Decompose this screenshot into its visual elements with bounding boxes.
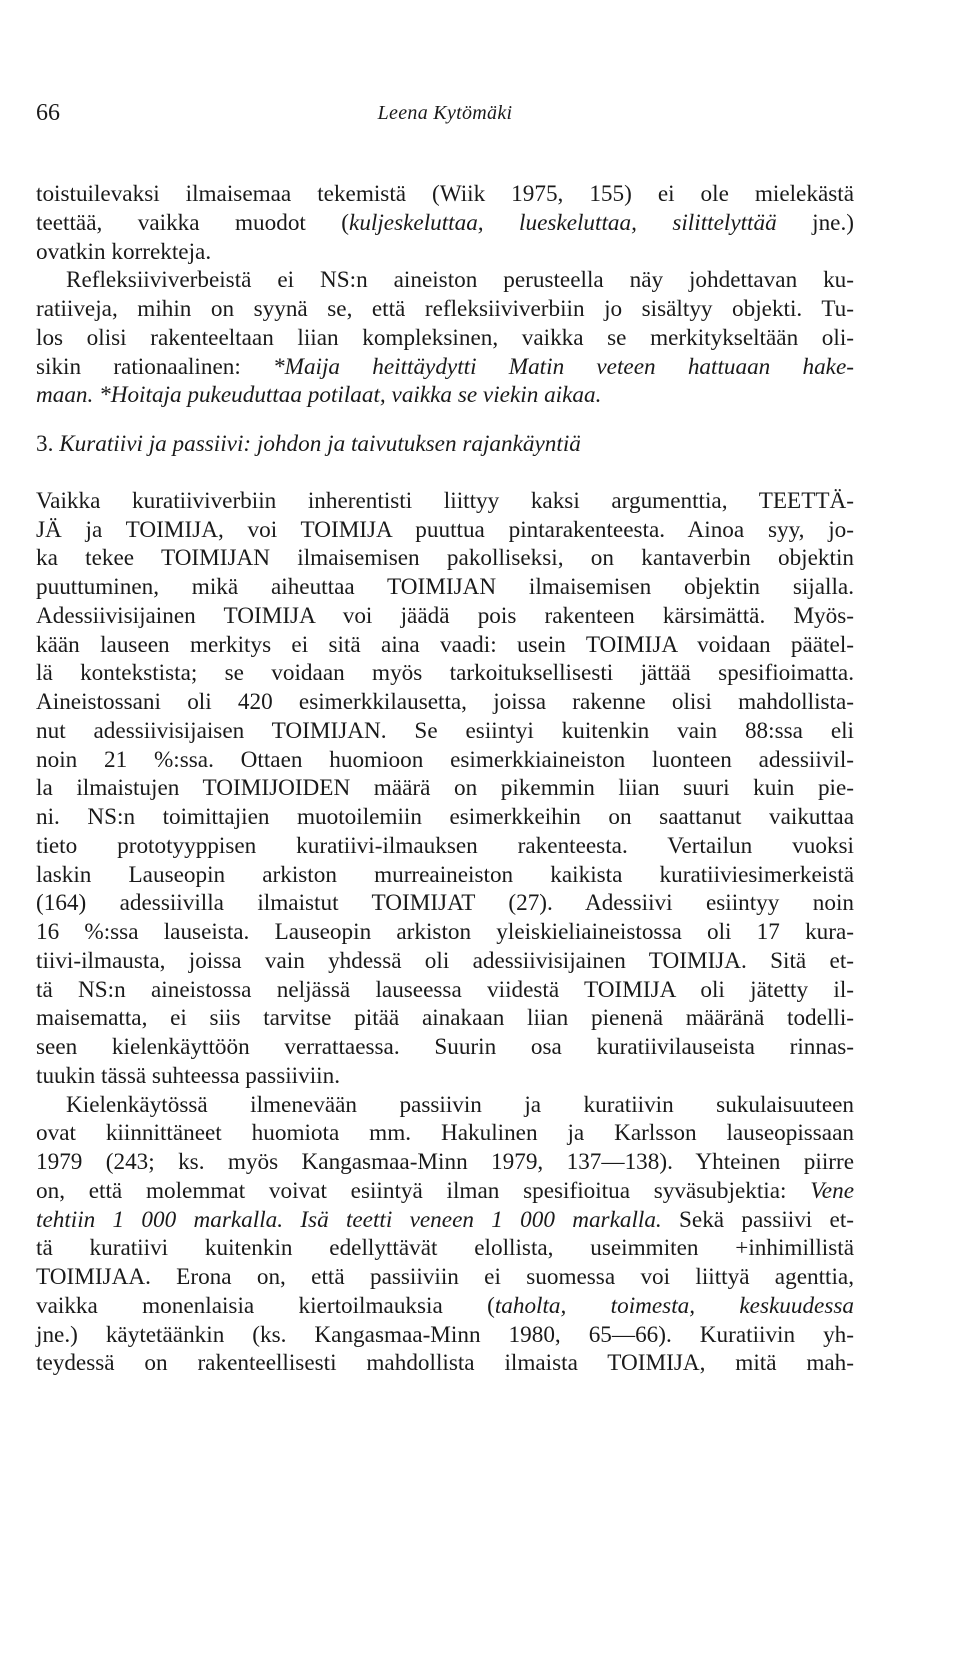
text-line: la ilmaistujen TOIMIJOIDEN määrä on pikemmin liian suuri kuin pie-	[36, 775, 854, 802]
section-number: 3.	[36, 431, 54, 457]
text-line: jne.) käytetäänkin (ks. Kangasmaa-Minn 1980, 65—66). Kuratiivin yh-	[36, 1321, 854, 1348]
text-line: JÄ ja TOIMIJA, voi TOIMIJA puuttua pintarakenteesta. Ainoa syy, jo-	[36, 516, 854, 543]
text-line: ka tekee TOIMIJAN ilmaisemisen pakolliseksi, on kantaverbin objektin	[36, 545, 854, 572]
spacer	[36, 410, 854, 430]
page	[36, 100, 854, 1378]
text-line: tä kuratiivi kuitenkin edellyttävät elollista, useimmiten +inhimillistä	[36, 1235, 854, 1262]
spacer	[36, 459, 854, 487]
running-head: Leena Kytömäki	[377, 102, 513, 124]
text-line: maisematta, ei siis tarvitse pitää ainakaan liian pienenä määränä todelli-	[36, 1005, 854, 1032]
text-line: ovatkin korrekteja.	[36, 238, 212, 265]
text-line: los olisi rakenteeltaan liian kompleksinen, vaikka se merkitykseltään oli-	[36, 324, 854, 351]
text-line: ni. NS:n toimittajien muotoilemiin esimerkkeihin on saattanut vaikuttaa	[36, 804, 854, 830]
section-heading	[36, 430, 854, 459]
text-line: vaikka monenlaisia kiertoilmauksia (taholta, toimesta, keskuudessa	[36, 1292, 854, 1319]
text-line: 16 %:ssa lauseista. Lauseopin arkiston yleiskieliaineistossa oli 17 kura-	[36, 919, 854, 945]
text-line: ratiiveja, mihin on syynä se, että refleksiiviverbiin jo sisältyy objekti. Tu-	[36, 296, 854, 322]
text-line: Refleksiiviverbeistä ei NS:n aineiston perusteella näy johdettavan ku-	[66, 267, 854, 294]
paragraph-4	[36, 1091, 854, 1379]
text-line: toistuilevaksi ilmaisemaa tekemistä (Wiik 1975, 155) ei ole mielekästä	[36, 181, 854, 207]
text-line: tä NS:n aineistossa neljässä lauseessa viidestä TOIMIJA oli jätetty il-	[36, 976, 854, 1003]
text-line: 1979 (243; ks. myös Kangasmaa-Minn 1979, 137—138). Yhteinen piirre	[36, 1149, 854, 1175]
text-line: kään lauseen merkitys ei sitä aina vaadi: usein TOIMIJA voidaan päätel-	[36, 631, 854, 658]
text-line: on, että molemmat voivat esiintyä ilman spesifioitua syväsubjektia: Vene	[36, 1177, 854, 1204]
text-line: tieto prototyyppisen kuratiivi-ilmauksen rakenteesta. Vertailun vuoksi	[36, 832, 854, 859]
text-line: maan. *Hoitaja pukeuduttaa potilaat, vaikka se viekin aikaa.	[36, 382, 602, 409]
body-text	[36, 180, 854, 1378]
section-title: Kuratiivi ja passiivi: johdon ja taivutuksen rajankäyntiä	[59, 431, 581, 457]
text-line: (164) adessiivilla ilmaistut TOIMIJAT (27). Adessiivi esiintyy noin	[36, 890, 854, 917]
paragraph-2	[36, 266, 854, 410]
text-line: tehtiin 1 000 markalla. Isä teetti veneen 1 000 markalla. Sekä passiivi et-	[36, 1206, 854, 1233]
text-line: ovat kiinnittäneet huomiota mm. Hakulinen ja Karlsson lauseopissaan	[36, 1120, 854, 1147]
text-line: Aineistossani oli 420 esimerkkilausetta, joissa rakenne olisi mahdollista-	[36, 689, 854, 715]
text-line: puuttuminen, mikä aiheuttaa TOIMIJAN ilmaisemisen objektin sijalla.	[36, 574, 854, 600]
text-line: sikin rationaalinen: *Maija heittäydytti Matin veteen hattuaan hake-	[36, 353, 854, 380]
text-line: teydessä on rakenteellisesti mahdollista ilmaista TOIMIJA, mitä mah-	[36, 1350, 854, 1377]
text-line: nut adessiivisijaisen TOIMIJAN. Se esiintyi kuitenkin vain 88:ssa eli	[36, 717, 854, 744]
text-line: tiivi-ilmausta, joissa vain yhdessä oli adessiivisijainen TOIMIJA. Sitä et-	[36, 947, 854, 974]
paragraph-1	[36, 180, 854, 266]
page-number: 66	[36, 100, 60, 126]
text-line: laskin Lauseopin arkiston murreaineiston kaikista kuratiiviesimerkeistä	[36, 861, 854, 888]
text-line: TOIMIJAA. Erona on, että passiiviin ei suomessa voi liittyä agenttia,	[36, 1264, 854, 1290]
text-line: Adessiivisijainen TOIMIJA voi jäädä pois rakenteen kärsimättä. Myös-	[36, 602, 854, 629]
text-line: teettää, vaikka muodot (kuljeskeluttaa, lueskeluttaa, silittelyttää jne.)	[36, 209, 854, 236]
text-line: lä kontekstista; se voidaan myös tarkoituksellisesti jättää spesifioimatta.	[36, 660, 854, 687]
text-line: Kielenkäytössä ilmenevään passiivin ja kuratiivin sukulaisuuteen	[66, 1091, 854, 1118]
text-line: seen kielenkäyttöön verrattaessa. Suurin osa kuratiivilauseista rinnas-	[36, 1034, 854, 1060]
paragraph-3	[36, 487, 854, 1091]
page-header	[36, 100, 854, 140]
text-line: Vaikka kuratiiviverbiin inherentisti liittyy kaksi argumenttia, TEETTÄ-	[36, 487, 854, 514]
text-line: tuukin tässä suhteessa passiiviin.	[36, 1062, 340, 1089]
text-line: noin 21 %:ssa. Ottaen huomioon esimerkkiaineiston luonteen adessiivil-	[36, 746, 854, 773]
